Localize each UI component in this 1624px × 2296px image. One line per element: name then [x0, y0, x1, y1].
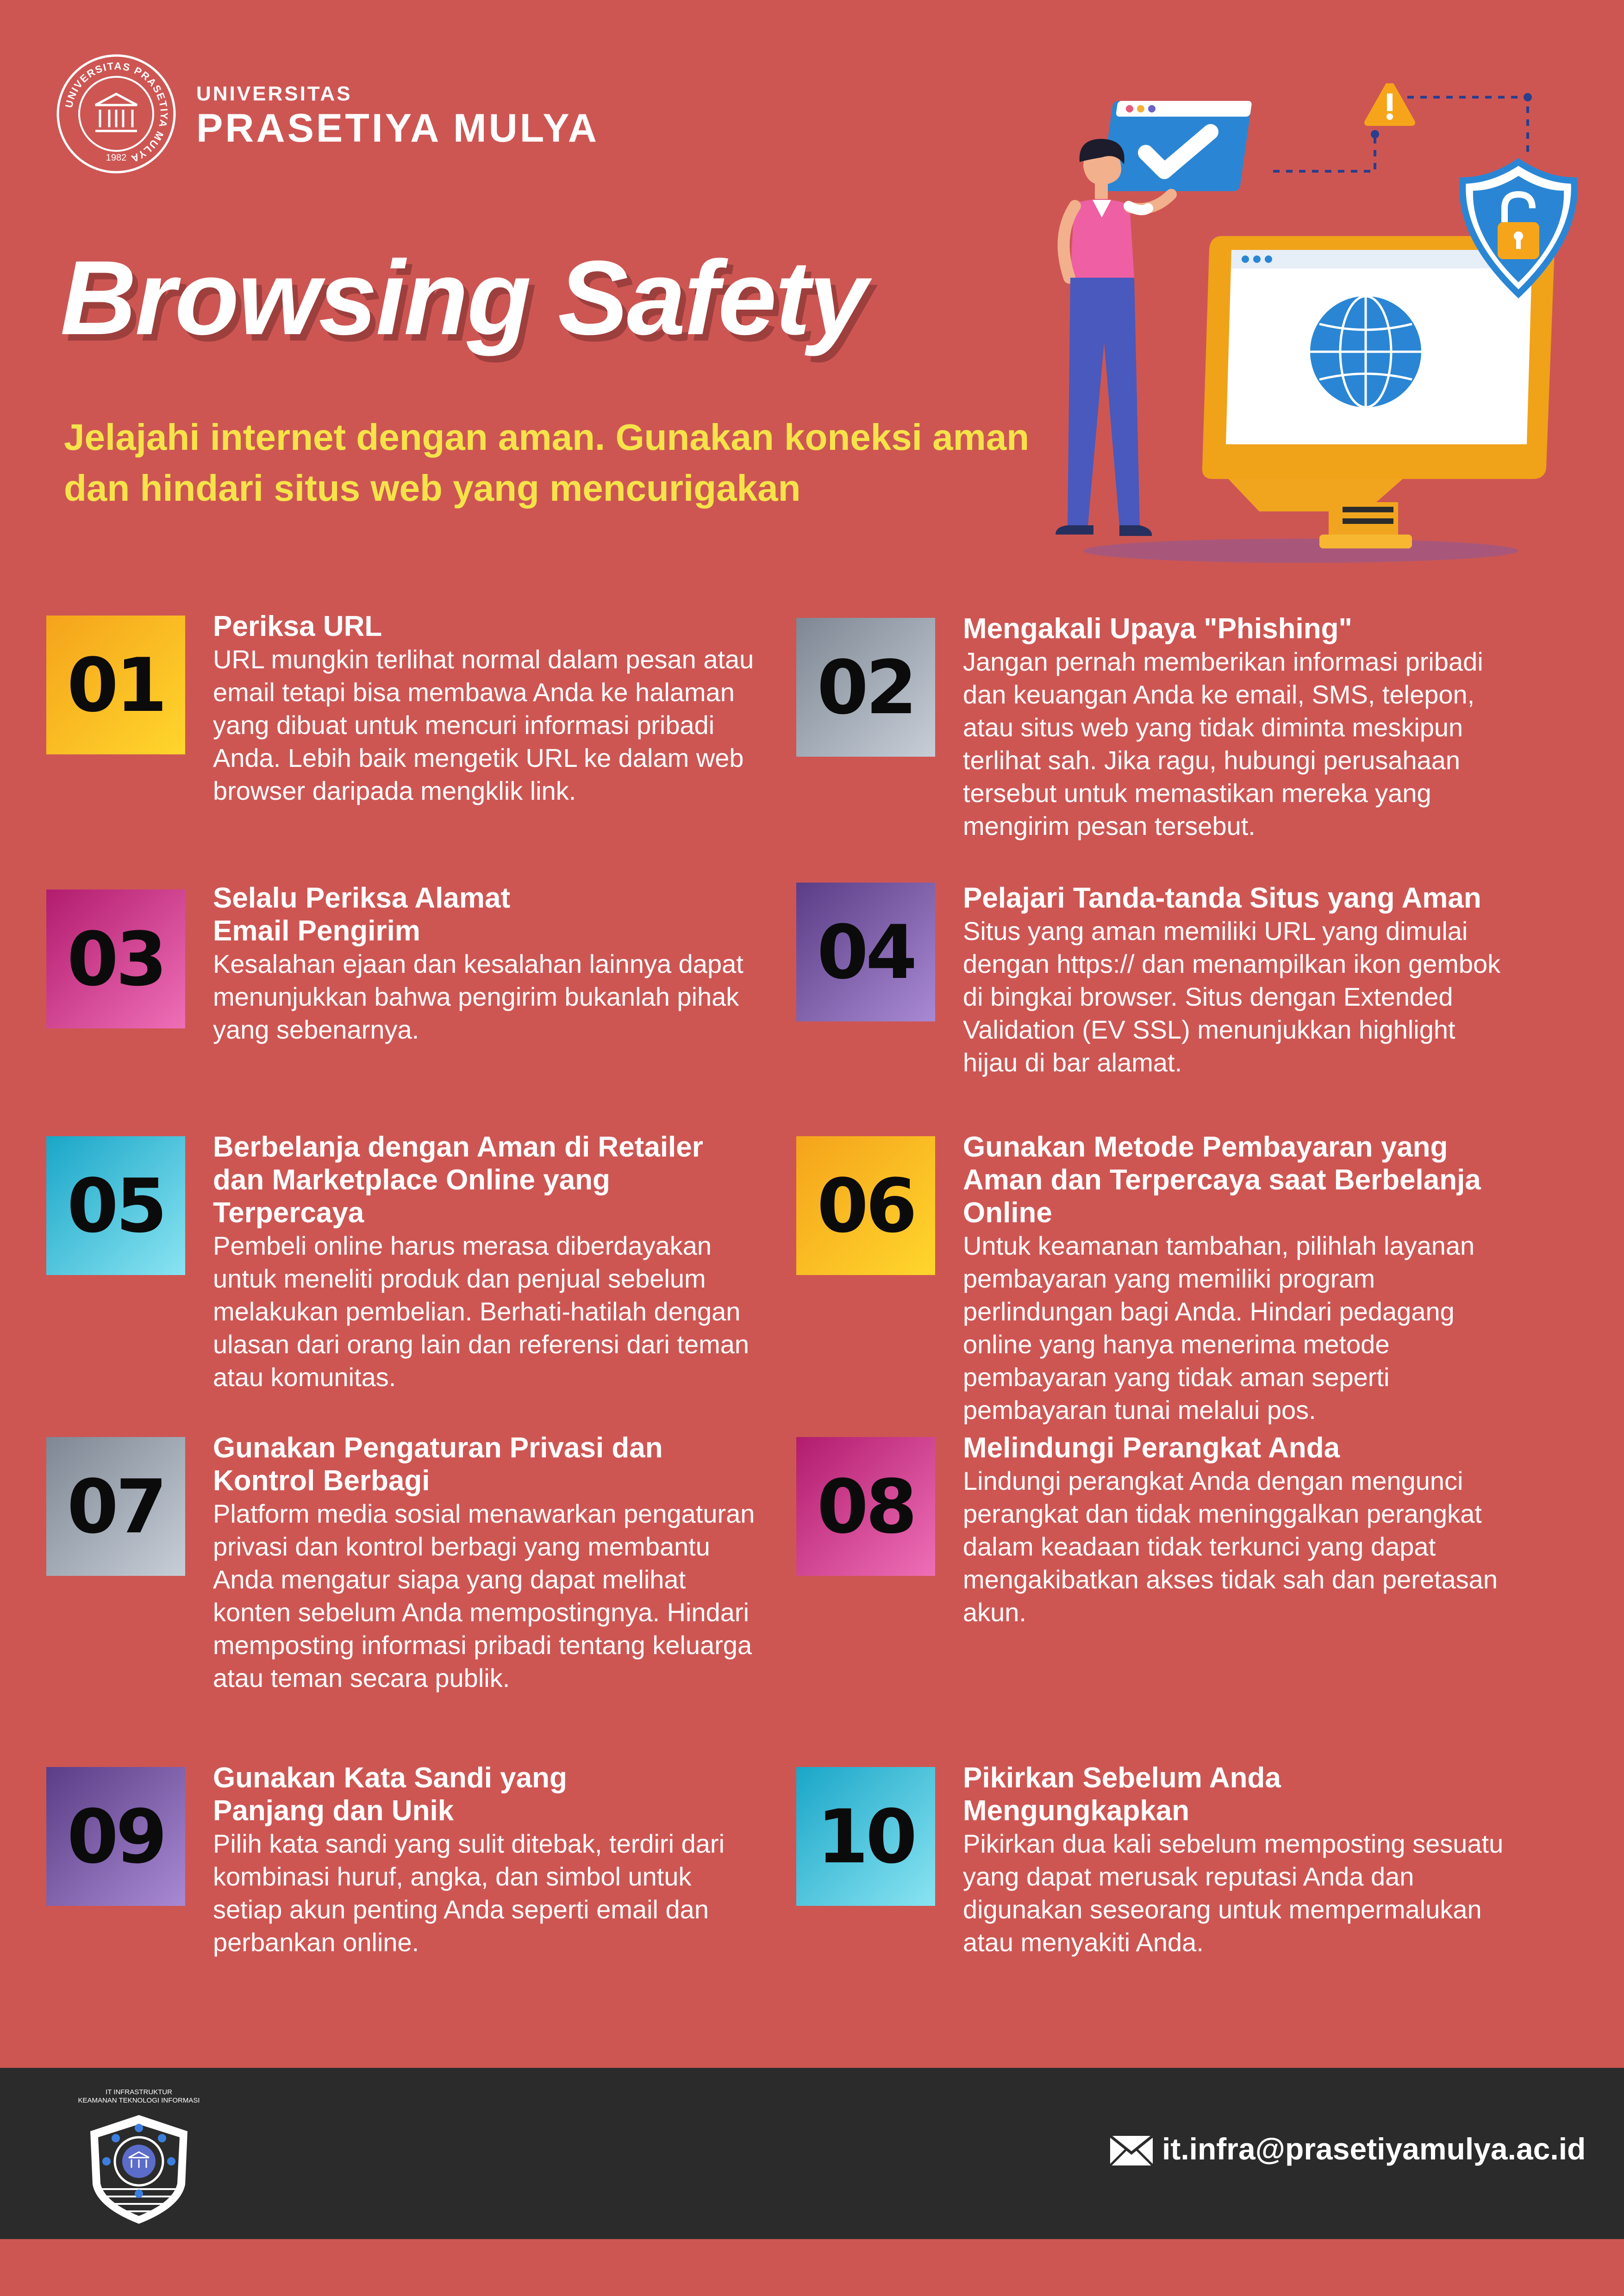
tip-number-badge: 08	[796, 1437, 935, 1576]
brand-name: PRASETIYA MULYA	[196, 106, 599, 150]
tip-text: URL mungkin terlihat normal dalam pesan atau email tetapi bisa membawa Anda ke halaman yang dibuat untuk mencuri informasi pribadi Anda. Lebih baik mengetik URL ke dalam web browser daripada mengklik link.	[213, 645, 754, 805]
contact-email-link[interactable]: it.infra@prasetiyamulya.ac.id	[1162, 2132, 1586, 2166]
tip-title: Periksa URL	[213, 610, 382, 642]
tip-title: Gunakan Kata Sandi yang Panjang dan Unik	[213, 1762, 567, 1827]
bottom-strip	[0, 2239, 1624, 2296]
it-security-badge-icon	[69, 2087, 208, 2226]
tip-title: Melindungi Perangkat Anda	[963, 1432, 1340, 1464]
tip-number-badge: 10	[796, 1767, 935, 1906]
seal-year: 1982	[106, 153, 127, 163]
checkmark-window-icon	[1100, 101, 1252, 191]
tip-text: Pikirkan dua kali sebelum memposting sesuatu yang dapat merusak reputasi Anda dan digunakan seseorang untuk mempermalukan atau menyakiti Anda.	[963, 1829, 1504, 1957]
page-title: Browsing Safety	[60, 239, 867, 357]
tip-number-badge: 07	[46, 1437, 185, 1576]
tip-text: Situs yang aman memiliki URL yang dimulai dengan https:// dan menampilkan ikon gembok di bingkai browser. Situs dengan Extended Validation (EV SSL) menunjukkan highlight hijau di bar alamat.	[963, 916, 1501, 1077]
tip-title: Selalu Periksa Alamat Email Pengirim	[213, 882, 511, 947]
globe-icon	[1310, 296, 1421, 407]
university-seal-icon	[56, 53, 177, 174]
tip-number-badge: 05	[46, 1136, 185, 1275]
hero-illustration	[1042, 83, 1588, 574]
tip-text: Platform media sosial menawarkan pengaturan privasi dan kontrol berbagi yang membantu Anda mengatur siapa yang dapat melihat konten sebelum Anda mempostingnya. Hindari memposting informasi pribadi tentang keluarga atau teman secara publik.	[213, 1499, 755, 1692]
tip-text: Untuk keamanan tambahan, pilihlah layanan pembayaran yang memiliki program perlindungan bagi Anda. Hindari pedagang online yang hanya menerima metode pembayaran yang tidak aman seperti pembayaran tunai melalui pos.	[963, 1231, 1475, 1425]
tip-title: Berbelanja dengan Aman di Retailer dan Marketplace Online yang Terpercaya	[213, 1131, 703, 1229]
page-subtitle: Jelajahi internet dengan aman. Gunakan koneksi aman dan hindari situs web yang mencurigakan	[64, 417, 1030, 509]
footer-badge-sublabel: KEAMANAN TEKNOLOGI INFORMASI	[78, 2097, 200, 2104]
tip-number-badge: 02	[796, 618, 935, 757]
tip-text: Pilih kata sandi yang sulit ditebak, terdiri dari kombinasi huruf, angka, dan simbol untuk setiap akun penting Anda seperti email dan perbankan online.	[213, 1829, 725, 1957]
warning-triangle-icon	[1368, 83, 1412, 123]
person-illustration	[1056, 139, 1171, 536]
seal-ring-text: UNIVERSITAS PRASETIYA MULYA	[62, 60, 170, 165]
footer-badge-label: IT INFRASTRUKTUR	[106, 2088, 172, 2096]
tip-text: Kesalahan ejaan dan kesalahan lainnya dapat menunjukkan bahwa pengirim bukanlah pihak yang sebenarnya.	[213, 949, 743, 1044]
tip-text: Pembeli online harus merasa diberdayakan untuk meneliti produk dan penjual sebelum melakukan pembelian. Berhati-hatilah dengan ulasan dari orang lain dan referensi dari teman atau komunitas.	[213, 1231, 750, 1392]
tip-number-badge: 09	[46, 1767, 185, 1906]
tip-title: Pelajari Tanda-tanda Situs yang Aman	[963, 882, 1481, 914]
tip-number-badge: 04	[796, 883, 935, 1021]
tip-title: Mengakali Upaya "Phishing"	[963, 613, 1352, 645]
brand-top-label: UNIVERSITAS	[196, 82, 352, 105]
tip-text: Jangan pernah memberikan informasi pribadi dan keuangan Anda ke email, SMS, telepon, atau situs web yang tidak diminta meskipun terlihat sah. Jika ragu, hubungi perusahaan tersebut untuk memastikan mereka yang mengirim pesan tersebut.	[963, 647, 1483, 840]
tip-title: Gunakan Metode Pembayaran yang Aman dan Terpercaya saat Berbelanja Online	[963, 1131, 1481, 1229]
tip-number-badge: 01	[46, 616, 185, 754]
mail-icon	[1109, 2134, 1154, 2167]
tip-number-badge: 03	[46, 890, 185, 1028]
tip-number-badge: 06	[796, 1136, 935, 1275]
tip-title: Gunakan Pengaturan Privasi dan Kontrol Berbagi	[213, 1432, 663, 1497]
tip-text: Lindungi perangkat Anda dengan mengunci perangkat dan tidak meninggalkan perangkat dalam keadaan tidak terkunci yang dapat mengakibatkan akses tidak sah dan peretasan akun.	[963, 1466, 1498, 1627]
tip-title: Pikirkan Sebelum Anda Mengungkapkan	[963, 1762, 1281, 1827]
